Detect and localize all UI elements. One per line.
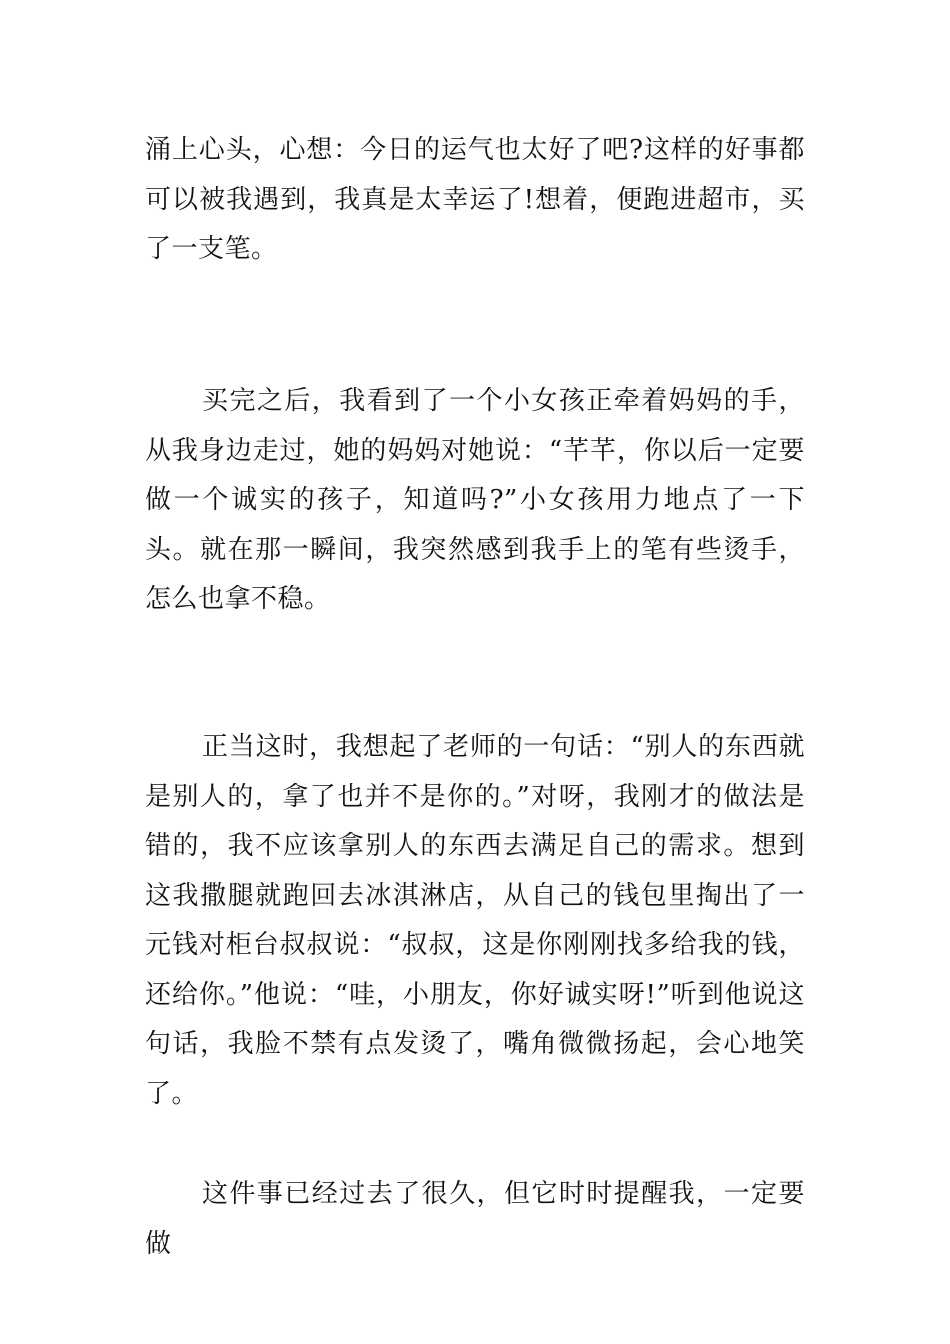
paragraph: 买完之后，我看到了一个小女孩正牵着妈妈的手，从我身边走过，她的妈妈对她说：“芊芊，你以后一定要做一个诚实的孩子，知道吗?”小女孩用力地点了一下头。就在那一瞬间，我突然感到我手上的笔有些烫手，怎么也拿不稳。 [145,386,805,614]
paragraph: 正当这时，我想起了老师的一句话：“别人的东西就是别人的，拿了也并不是你的。”对呀，我刚才的做法是错的，我不应该拿别人的东西去满足自己的需求。想到这我撒腿就跑回去冰淇淋店，从自己的钱包里掏出了一元钱对柜台叔叔说：“叔叔，这是你刚刚找多给我的钱，还给你。”他说：“哇，小朋友，你好诚实呀!”听到他说这句话，我脸不禁有点发烫了，嘴角微微扬起，会心地笑了。 [145,732,805,1109]
paragraph: 这件事已经过去了很久，但它时时提醒我，一定要做 [145,1179,805,1259]
paragraph-continuation: 涌上心头，心想：今日的运气也太好了吧?这样的好事都可以被我遇到，我真是太幸运了!想着，便跑进超市，买了一支笔。 [145,135,805,264]
